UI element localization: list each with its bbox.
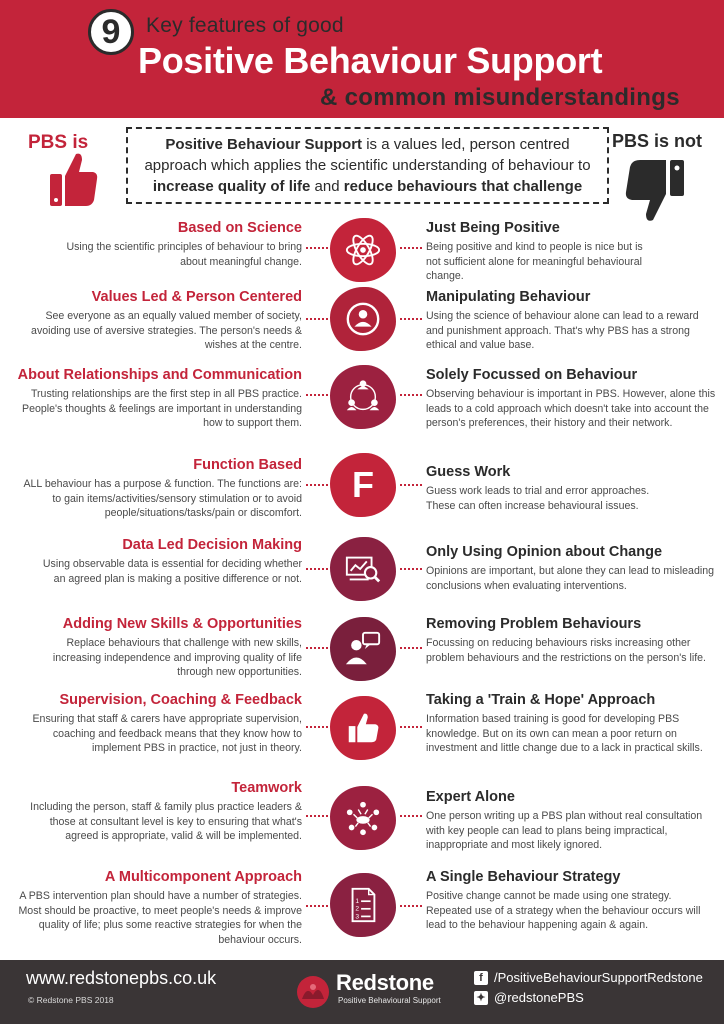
twitter-handle: @redstonePBS bbox=[494, 990, 584, 1005]
numbered-list-icon bbox=[344, 886, 382, 924]
is-text: Replace behaviours that challenge with new skills, increasing independence and improving quality of life through new opportunities. bbox=[52, 637, 302, 678]
is-text: Using the scientific principles of behaviour to bring about meaningful change. bbox=[66, 241, 302, 268]
is-title: Values Led & Person Centered bbox=[91, 289, 302, 305]
svg-text:2: 2 bbox=[355, 905, 360, 913]
is-text: Ensuring that staff & carers have appropriate supervision, coaching and feedback means that they know how to implement PBS in practice, not just in theory. bbox=[32, 713, 302, 754]
feature-row-9 bbox=[0, 867, 724, 947]
connector-dots-left bbox=[306, 726, 328, 728]
brand-name: Redstone bbox=[336, 970, 434, 995]
feature-row-7 bbox=[0, 690, 724, 770]
not-title: A Single Behaviour Strategy bbox=[426, 869, 621, 885]
not-text: Information based training is good for developing PBS knowledge. But on its own can mean a poor return on investment and little change due to a lack in practical skills. bbox=[426, 713, 703, 754]
feature-blob bbox=[330, 696, 396, 760]
is-title: About Relationships and Communication bbox=[17, 367, 302, 383]
connector-dots-left bbox=[306, 247, 328, 249]
pbs-is-item bbox=[16, 615, 302, 680]
pbs-not-item bbox=[426, 788, 716, 853]
not-text: Focussing on reducing behaviours risks increasing other problem behaviours and the restrictions on the person's life. bbox=[426, 637, 706, 664]
not-title: Taking a 'Train & Hope' Approach bbox=[426, 692, 656, 708]
connector-dots-right bbox=[400, 318, 422, 320]
redstone-logo-icon bbox=[296, 975, 330, 1009]
is-title: Adding New Skills & Opportunities bbox=[62, 616, 302, 632]
intro-bold-lead: Positive Behaviour Support bbox=[165, 136, 363, 153]
pbs-is-item bbox=[16, 366, 302, 431]
pbs-not-item bbox=[426, 615, 716, 665]
is-title: Based on Science bbox=[177, 220, 302, 236]
pbs-not-item bbox=[426, 366, 716, 431]
feature-row-5 bbox=[0, 535, 724, 615]
not-title: Guess Work bbox=[426, 464, 511, 480]
intro-bold-2: reduce behaviours that challenge bbox=[343, 178, 583, 195]
connector-dots-right bbox=[400, 394, 422, 396]
people-network-icon bbox=[344, 378, 382, 416]
connector-dots-right bbox=[400, 905, 422, 907]
not-title: Solely Focussed on Behaviour bbox=[426, 367, 638, 383]
connector-dots-left bbox=[306, 815, 328, 817]
pbs-not-item bbox=[426, 543, 716, 593]
not-text: One person writing up a PBS plan without real consultation with key people can lead to plans being impractical, inappropriate and most likely ignored. bbox=[426, 810, 703, 851]
svg-text:1: 1 bbox=[355, 898, 360, 906]
not-text: Observing behaviour is important in PBS. However, alone this leads to a cold approach which doesn't take into account the person's preferences, their history and their network. bbox=[426, 388, 716, 429]
connector-dots-left bbox=[306, 568, 328, 570]
thumbs-up-icon bbox=[344, 709, 382, 747]
connector-dots-left bbox=[306, 394, 328, 396]
connector-dots-left bbox=[306, 905, 328, 907]
feature-row-6 bbox=[0, 614, 724, 694]
pbs-is-item bbox=[16, 779, 302, 844]
pbs-not-item bbox=[426, 219, 716, 284]
not-title: Just Being Positive bbox=[426, 220, 560, 236]
connector-dots-right bbox=[400, 726, 422, 728]
connector-dots-right bbox=[400, 247, 422, 249]
is-title: Data Led Decision Making bbox=[122, 537, 302, 553]
intro-definition bbox=[136, 134, 599, 197]
facebook-handle: /PositiveBehaviourSupportRedstone bbox=[494, 970, 703, 985]
connector-dots-left bbox=[306, 484, 328, 486]
not-title: Manipulating Behaviour bbox=[426, 289, 591, 305]
feature-blob bbox=[330, 617, 396, 681]
thumbs-down-icon bbox=[622, 158, 686, 224]
not-text: Positive change cannot be made using one strategy. Repeated use of a strategy when the behaviour occurs will lead to the behaviour happening again & again. bbox=[426, 890, 701, 931]
facebook-icon: f bbox=[474, 971, 488, 985]
feature-blob bbox=[330, 453, 396, 517]
is-text: Using observable data is essential for deciding whether an agreed plan is making a positive difference or not. bbox=[42, 558, 302, 585]
pbs-not-item bbox=[426, 463, 716, 513]
feature-blob bbox=[330, 218, 396, 282]
intro-text-1: is a values led, person centred approach which applies the scientific understanding of behaviour to bbox=[144, 136, 591, 174]
letter-f-icon: F bbox=[352, 464, 374, 505]
page-title: Positive Behaviour Support bbox=[138, 40, 603, 81]
is-text: Trusting relationships are the first step in all PBS practice. People's thoughts & feelings are important in understanding how to support them. bbox=[22, 388, 302, 429]
connector-dots-right bbox=[400, 815, 422, 817]
feature-row-3 bbox=[0, 365, 724, 445]
twitter-link[interactable] bbox=[474, 990, 584, 1005]
copyright: © Redstone PBS 2018 bbox=[28, 995, 114, 1005]
is-title: Teamwork bbox=[231, 780, 302, 796]
connector-dots-left bbox=[306, 647, 328, 649]
is-title: Function Based bbox=[193, 457, 302, 473]
pbs-is-item bbox=[16, 219, 302, 269]
feature-row-1 bbox=[0, 218, 724, 298]
facebook-link[interactable] bbox=[474, 970, 703, 985]
not-text: Guess work leads to trial and error approaches. These can often increase behavioural issues. bbox=[426, 485, 650, 512]
pbs-is-item bbox=[16, 691, 302, 756]
not-title: Only Using Opinion about Change bbox=[426, 544, 663, 560]
svg-text:3: 3 bbox=[355, 913, 360, 921]
brand-tagline: Positive Behavioural Support bbox=[338, 996, 441, 1005]
feature-blob bbox=[330, 287, 396, 351]
feature-row-4 bbox=[0, 455, 724, 535]
intro-text-2: and bbox=[310, 178, 344, 195]
connector-dots-right bbox=[400, 568, 422, 570]
website-link[interactable]: www.redstonepbs.co.uk bbox=[26, 968, 217, 988]
intro-bold-1: increase quality of life bbox=[152, 178, 311, 195]
pbs-not-item bbox=[426, 868, 716, 933]
feature-blob bbox=[330, 786, 396, 850]
connector-dots-left bbox=[306, 318, 328, 320]
thumbs-up-icon bbox=[48, 150, 98, 208]
not-title: Expert Alone bbox=[426, 789, 515, 805]
pbs-is-item bbox=[16, 536, 302, 586]
pbs-is-label: PBS is bbox=[28, 132, 89, 153]
is-text: See everyone as an equally valued member of society, avoiding use of aversive strategies. The person's needs & wishes at the centre. bbox=[31, 310, 302, 351]
header-tagline: & common misunderstandings bbox=[320, 84, 680, 111]
pbs-is-item bbox=[16, 456, 302, 521]
header-subtitle: Key features of good bbox=[146, 14, 344, 37]
pbs-is-item bbox=[16, 868, 302, 947]
intro-definition-box bbox=[126, 127, 609, 204]
connector-dots-right bbox=[400, 647, 422, 649]
not-text: Using the science of behaviour alone can lead to a reward and punishment approach. That's why PBS has a strong ethical and value base. bbox=[426, 310, 699, 351]
pbs-not-item bbox=[426, 691, 716, 756]
feature-blob bbox=[330, 537, 396, 601]
feature-row-8 bbox=[0, 778, 724, 858]
is-text: Including the person, staff & family plus practice leaders & those at consultant level is key to ensuring that what's agreed is appropriate, valid & will be implemented. bbox=[30, 801, 302, 842]
person-circle-icon bbox=[344, 300, 382, 338]
is-text: ALL behaviour has a purpose & function. The functions are: to gain items/activities/sensory stimulation or to avoid people/situations/tasks/pain or discomfort. bbox=[23, 478, 302, 519]
feature-row-2 bbox=[0, 287, 724, 367]
number-badge bbox=[88, 9, 134, 55]
feature-blob bbox=[330, 365, 396, 429]
person-speech-icon bbox=[344, 630, 382, 668]
team-icon bbox=[344, 799, 382, 837]
chart-magnifier-icon bbox=[344, 550, 382, 588]
number-badge-text: 9 bbox=[101, 13, 121, 51]
pbs-is-item bbox=[16, 288, 302, 353]
not-text: Being positive and kind to people is nice but is not sufficient alone for meaningful behavioural change. bbox=[426, 241, 643, 282]
is-text: A PBS intervention plan should have a number of strategies. Most should be proactive, to meet people's needs & improve quality of life; plus some reactive strategies for when the behaviour occurs. bbox=[18, 890, 302, 946]
connector-dots-right bbox=[400, 484, 422, 486]
twitter-icon: ✦ bbox=[474, 991, 488, 1005]
not-text: Opinions are important, but alone they can lead to misleading conclusions when evaluating interventions. bbox=[426, 565, 714, 592]
is-title: A Multicomponent Approach bbox=[104, 869, 302, 885]
not-title: Removing Problem Behaviours bbox=[426, 616, 642, 632]
feature-blob bbox=[330, 873, 396, 937]
pbs-not-item bbox=[426, 288, 716, 353]
is-title: Supervision, Coaching & Feedback bbox=[59, 692, 302, 708]
atom-icon bbox=[344, 231, 382, 269]
pbs-not-label: PBS is not bbox=[612, 131, 703, 151]
